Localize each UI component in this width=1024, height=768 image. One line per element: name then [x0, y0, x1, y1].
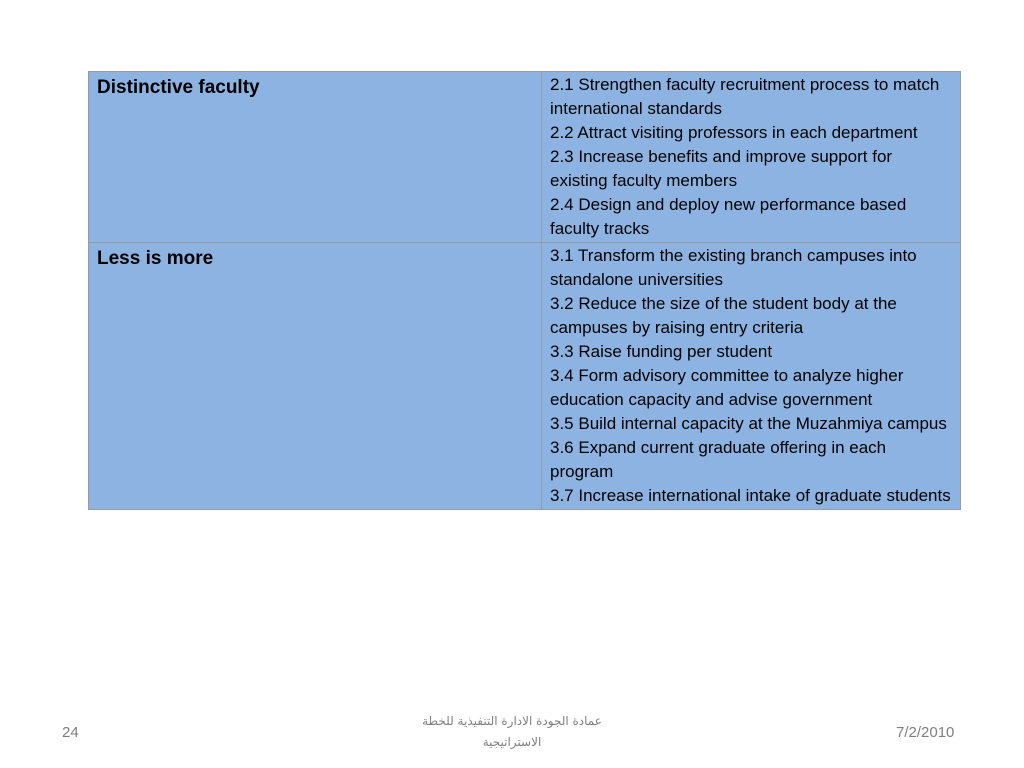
initiatives-cell [542, 243, 961, 510]
initiatives-cell [542, 72, 961, 243]
footer-title-line: عمادة الجودة الادارة التنفيذية للخطة [422, 714, 602, 728]
initiative-item: 2.3 Increase benefits and improve support for existing faculty members [550, 147, 893, 190]
initiative-item: 3.1 Transform the existing branch campuses into standalone universities [550, 246, 917, 289]
goal-cell: Less is more [89, 243, 542, 510]
initiative-item: 3.4 Form advisory committee to analyze higher education capacity and advise government [550, 366, 904, 409]
page-number: 24 [62, 724, 79, 741]
initiative-item: 3.6 Expand current graduate offering in each program [550, 438, 887, 481]
goals-table [88, 71, 961, 510]
goal-cell: Distinctive faculty [89, 72, 542, 243]
footer-title-line: الاستراتيجية [482, 735, 542, 749]
table-row [89, 72, 961, 243]
initiative-item: 3.2 Reduce the size of the student body at the campuses by raising entry criteria [550, 294, 897, 337]
initiative-item: 3.5 Build internal capacity at the Muzahmiya campus [550, 414, 947, 433]
table-row [89, 243, 961, 510]
initiative-item: 2.2 Attract visiting professors in each department [550, 123, 918, 142]
initiative-item: 3.3 Raise funding per student [550, 342, 773, 361]
footer-date: 7/2/2010 [896, 724, 955, 741]
footer-title [362, 711, 662, 753]
initiative-item: 3.7 Increase international intake of graduate students [550, 486, 951, 505]
initiative-item: 2.4 Design and deploy new performance based faculty tracks [550, 195, 907, 238]
initiative-item: 2.1 Strengthen faculty recruitment process to match international standards [550, 75, 940, 118]
